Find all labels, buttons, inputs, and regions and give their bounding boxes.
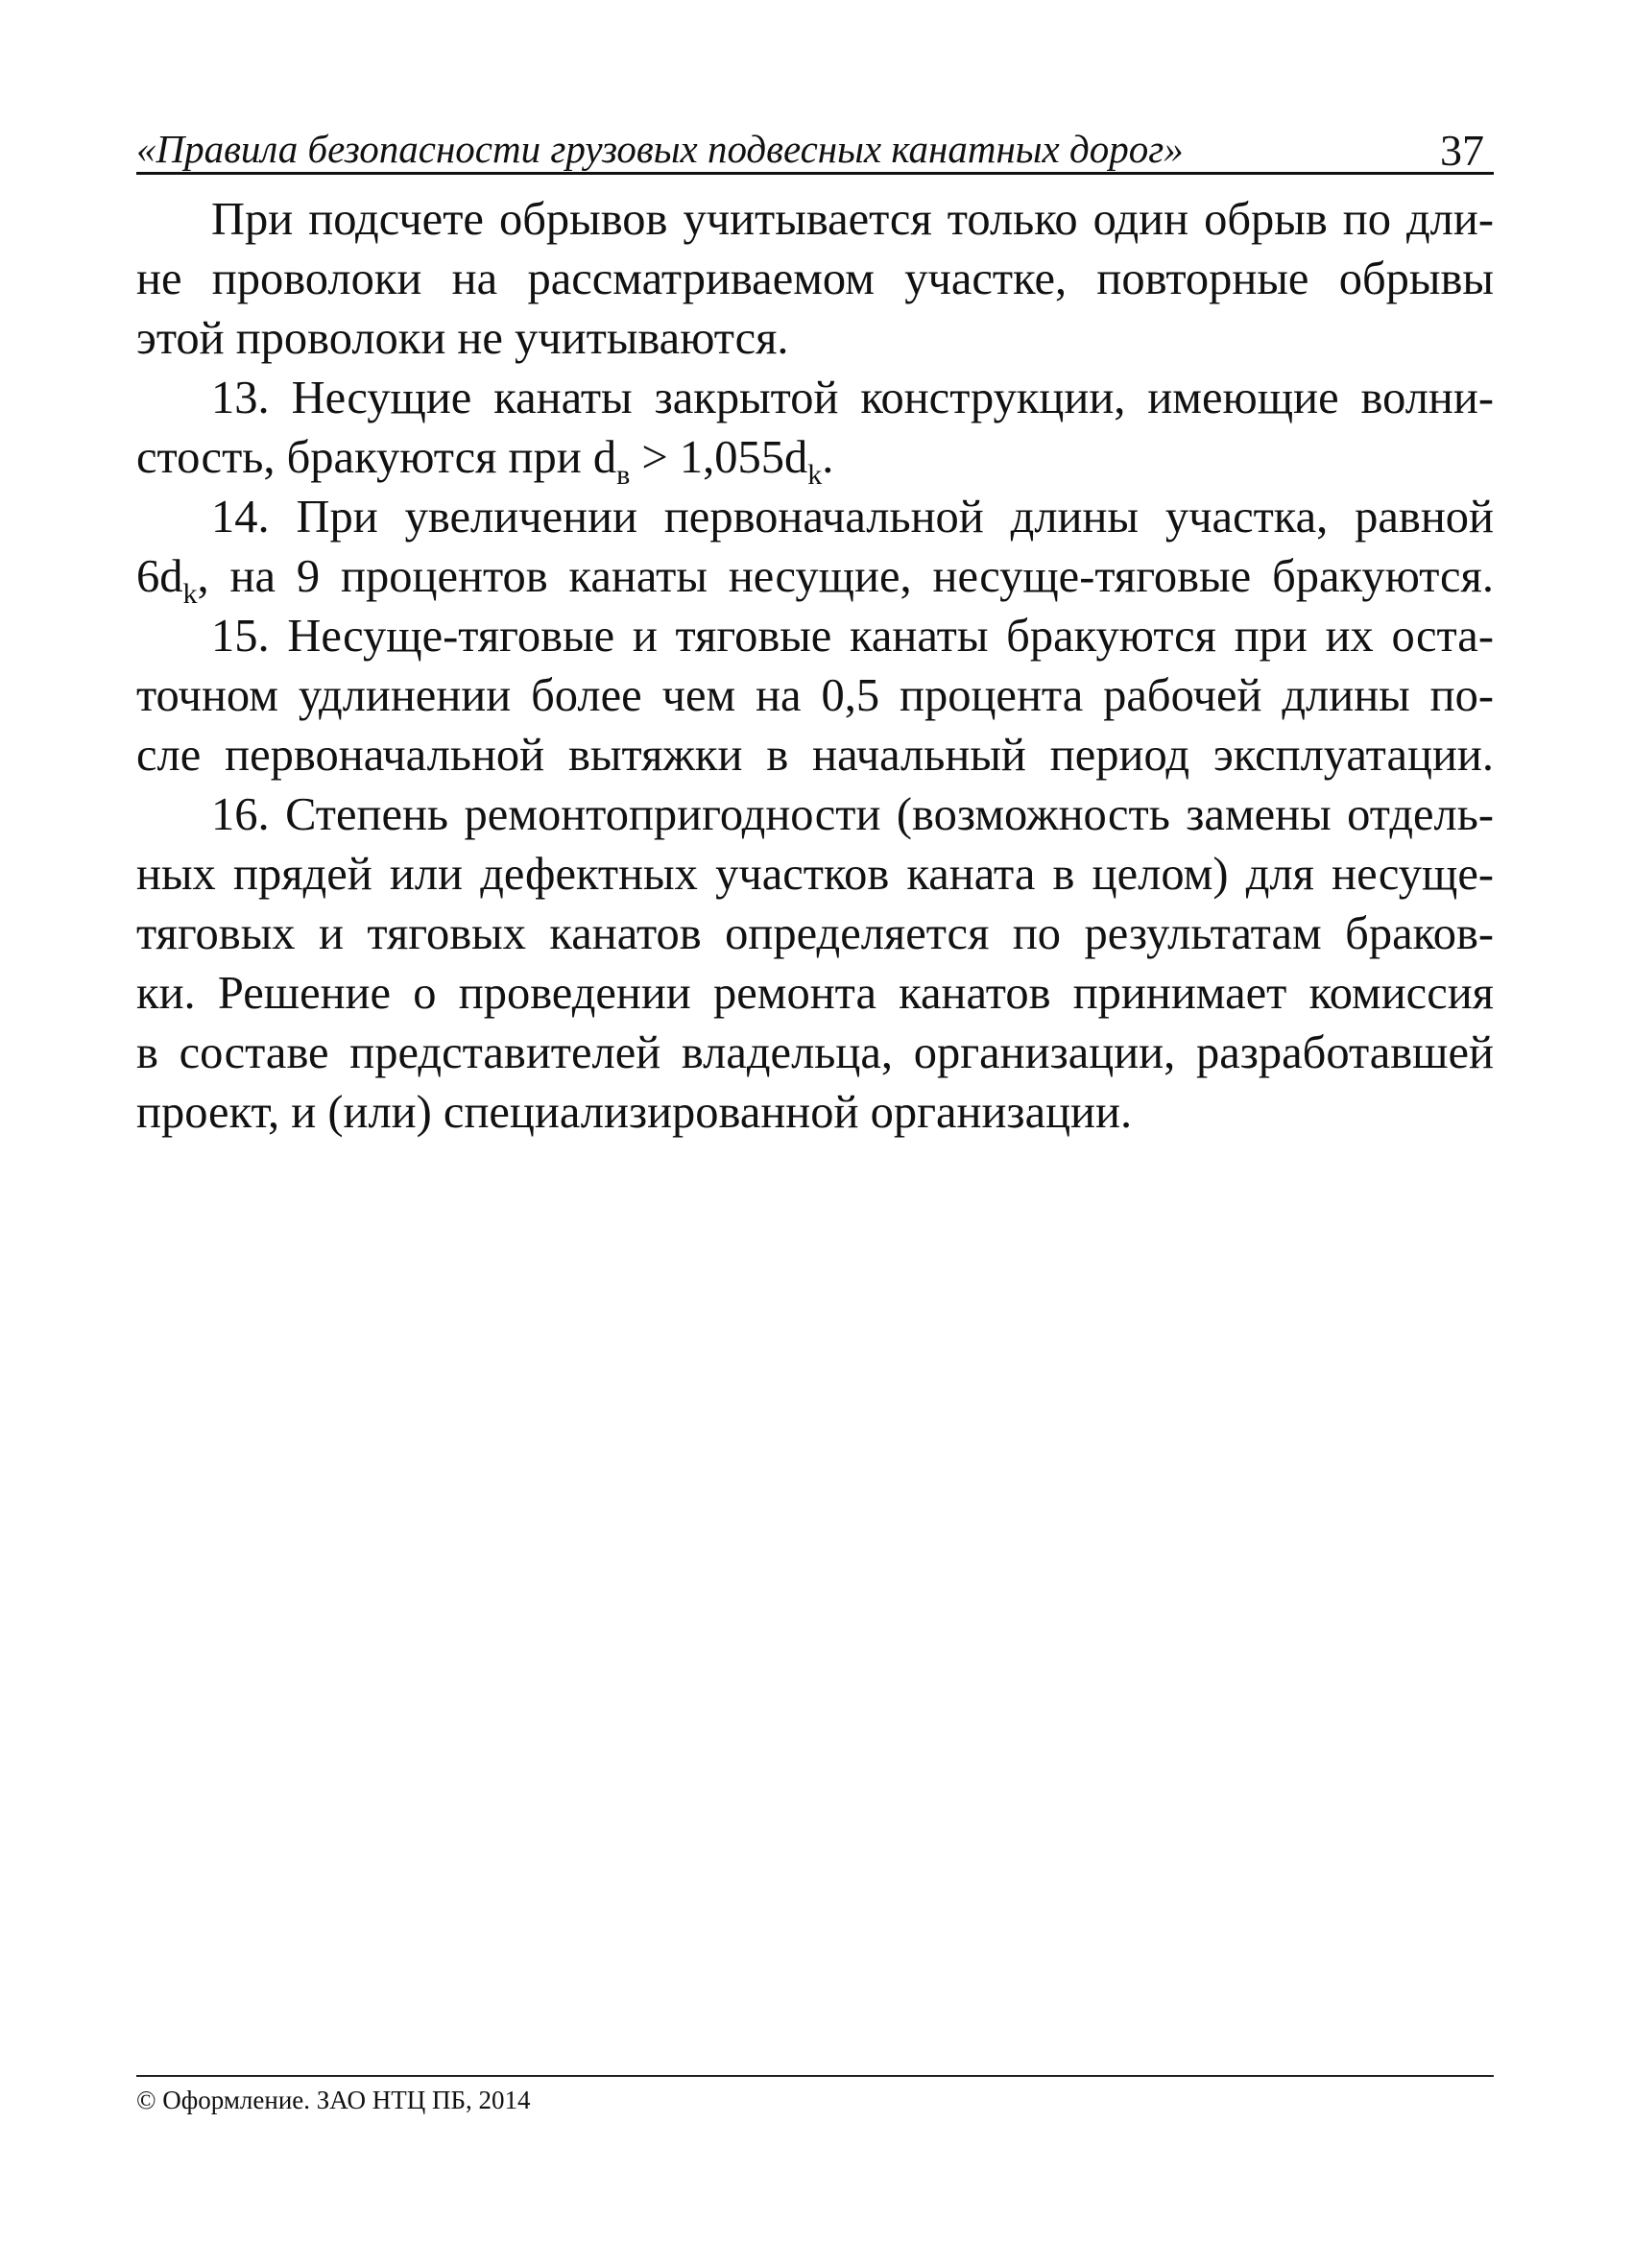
header-rule	[136, 172, 1494, 175]
text-line: 16. Степень ремонтопригодности (возможность замены отдель-	[211, 789, 1494, 840]
text-line: 13. Несущие канаты закрытой конструкции, имеющие волни-	[211, 373, 1494, 423]
paragraph-16	[136, 785, 1494, 1143]
formula-suffix: .	[822, 432, 834, 483]
footer-rule	[136, 2075, 1494, 2077]
footer-copyright: © Оформление. ЗАО НТЦ ПБ, 2014	[136, 2086, 531, 2114]
text-line: При подсчете обрывов учитывается только один обрыв по дли-	[211, 194, 1494, 245]
paragraph-15	[136, 607, 1494, 785]
text-line: сле первоначальной вытяжки в начальный период эксплуатации.	[136, 730, 1494, 781]
text-line: ных прядей или дефектных участков каната в целом) для несуще-	[136, 849, 1494, 900]
subscript-v: в	[616, 459, 631, 491]
running-header	[136, 123, 1494, 175]
subscript-k: k	[807, 459, 823, 491]
text-line: ки. Решение о проведении ремонта канатов принимает комиссия	[136, 968, 1494, 1019]
formula-prefix: 6d	[136, 551, 183, 602]
page-number: 37	[1440, 126, 1484, 175]
header-title: «Правила безопасности грузовых подвесных канатных дорог»	[136, 127, 1184, 171]
formula-suffix: , на 9 процентов канаты несущие, несуще-тяговые бракуются.	[197, 551, 1494, 602]
text-line: этой проволоки не учитываются.	[136, 313, 789, 364]
paragraph-13	[136, 369, 1494, 491]
text-line: не проволоки на рассматриваемом участке, повторные обрывы	[136, 253, 1494, 304]
text-line: 14. При увеличении первоначальной длины участка, равной	[211, 492, 1494, 543]
paragraph-14	[136, 488, 1494, 610]
paragraph-1	[136, 190, 1494, 369]
text-line: точном удлинении более чем на 0,5 процента рабочей длины по-	[136, 670, 1494, 721]
subscript-k: k	[182, 578, 198, 610]
formula-prefix: стость, бракуются при d	[136, 432, 617, 483]
text-line: тяговых и тяговых канатов определяется по результатам браков-	[136, 908, 1494, 959]
formula-mid: > 1,055d	[630, 432, 808, 483]
formula-line	[136, 428, 1494, 491]
text-line: 15. Несуще-тяговые и тяговые канаты бракуются при их оста-	[211, 611, 1494, 662]
formula-line	[136, 547, 1494, 610]
page-body	[136, 190, 1494, 1143]
text-line: проект, и (или) специализированной организации.	[136, 1087, 1133, 1138]
text-line: в составе представителей владельца, организации, разработавшей	[136, 1027, 1494, 1078]
